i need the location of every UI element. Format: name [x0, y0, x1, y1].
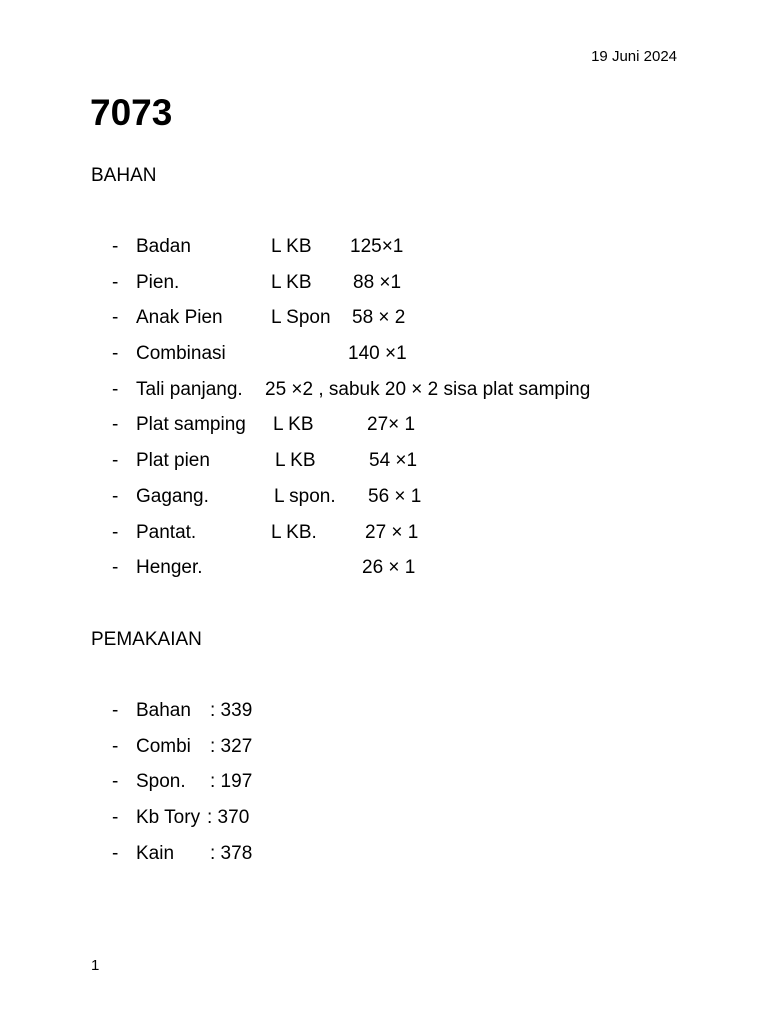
bullet-dash: -	[112, 271, 119, 293]
bullet-dash: -	[112, 521, 119, 543]
list-item	[0, 521, 419, 558]
item-name: Badan	[136, 236, 191, 257]
item-name: Gagang.	[136, 485, 209, 507]
bullet-dash: -	[112, 771, 119, 793]
list-item	[0, 485, 422, 522]
item-type: L KB	[275, 450, 316, 472]
list-item	[0, 842, 253, 879]
item-size: 54 ×1	[369, 450, 418, 472]
item-size: 56 × 1	[368, 485, 422, 507]
document-date: 19 Juni 2024	[591, 48, 677, 65]
item-name: Plat samping	[136, 414, 246, 436]
usage-label: Kain	[136, 842, 175, 864]
bahan-list	[0, 236, 591, 593]
item-size: 88 ×1	[353, 271, 402, 293]
usage-value: : 378	[210, 842, 253, 864]
list-item	[0, 414, 416, 450]
bullet-dash: -	[112, 414, 119, 436]
usage-label: Kb Tory	[136, 807, 201, 829]
usage-label: Bahan	[136, 700, 191, 721]
item-name: Plat pien	[136, 450, 210, 472]
list-item	[0, 450, 418, 486]
list-item	[0, 236, 404, 272]
item-type: L KB	[271, 236, 312, 257]
list-item	[0, 807, 250, 843]
item-size: 125×1	[350, 236, 404, 257]
item-size: 140 ×1	[348, 343, 407, 365]
usage-label: Combi	[136, 735, 191, 757]
item-type: L KB	[273, 414, 314, 436]
bullet-dash: -	[112, 700, 119, 721]
item-type: L spon.	[274, 485, 336, 507]
bullet-dash: -	[112, 343, 119, 365]
item-size: 26 × 1	[362, 557, 416, 579]
pemakaian-heading: PEMAKAIAN	[91, 629, 202, 650]
list-item	[0, 557, 416, 593]
item-name: Combinasi	[136, 343, 226, 365]
list-item	[0, 343, 407, 379]
bullet-dash: -	[112, 236, 119, 257]
item-size: 58 × 2	[352, 307, 406, 329]
bullet-dash: -	[112, 450, 119, 472]
list-item	[0, 307, 406, 343]
bahan-heading: BAHAN	[91, 165, 157, 186]
list-item	[0, 700, 253, 736]
item-name: Pien.	[136, 271, 180, 293]
usage-value: : 327	[210, 735, 253, 757]
usage-value: : 197	[210, 771, 253, 793]
usage-value: : 370	[207, 807, 250, 829]
usage-value: : 339	[210, 700, 253, 721]
list-item	[0, 271, 402, 308]
list-item	[0, 378, 591, 415]
item-type: L KB.	[271, 521, 317, 543]
list-item	[0, 735, 253, 772]
item-type: L KB	[271, 271, 312, 293]
list-item	[0, 771, 253, 807]
bullet-dash: -	[112, 378, 119, 400]
page-number: 1	[91, 957, 100, 974]
item-type: L Spon	[271, 307, 331, 329]
bullet-dash: -	[112, 307, 119, 329]
pemakaian-list	[0, 700, 253, 878]
item-size: 27× 1	[367, 414, 416, 436]
bullet-dash: -	[112, 557, 119, 579]
item-name: Anak Pien	[136, 307, 223, 329]
item-name: Tali panjang.	[136, 378, 243, 400]
bullet-dash: -	[112, 842, 119, 864]
bullet-dash: -	[112, 807, 119, 829]
item-name: Pantat.	[136, 521, 197, 543]
item-size: 27 × 1	[365, 521, 419, 543]
usage-label: Spon.	[136, 771, 186, 793]
item-type: 25 ×2 , sabuk 20 × 2 sisa plat samping	[265, 378, 591, 400]
item-name: Henger.	[136, 557, 203, 579]
bullet-dash: -	[112, 485, 119, 507]
document-title: 7073	[90, 92, 173, 133]
bullet-dash: -	[112, 735, 119, 757]
